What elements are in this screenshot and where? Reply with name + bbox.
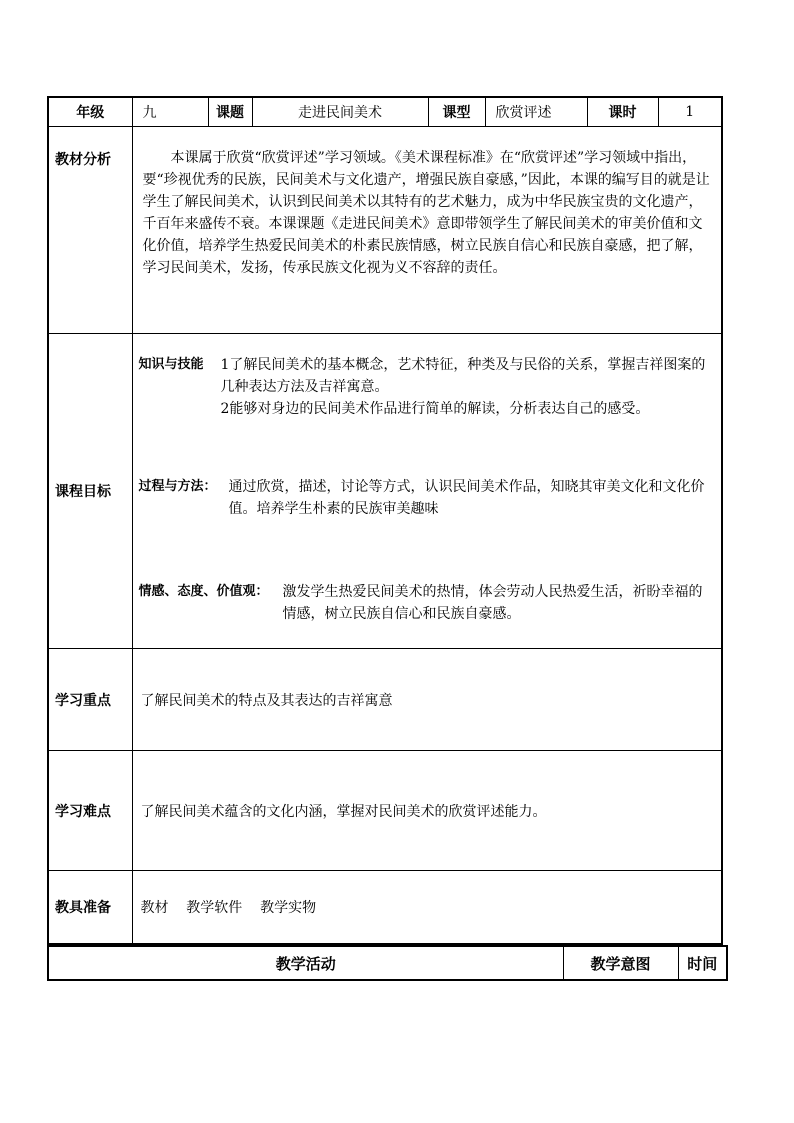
knowledge-item-1: 1了解民间美术的基本概念，艺术特征，种类及与民俗的关系，掌握吉祥图案的几种表达方法及吉祥寓意。 (220, 357, 706, 395)
emotion-title: 情感、态度、价值观： (138, 584, 269, 599)
time-column-header: 时间 (678, 946, 727, 980)
analysis-cell (132, 127, 722, 334)
analysis-row (48, 127, 722, 334)
activity-header-table (47, 945, 728, 981)
knowledge-goal (139, 354, 716, 420)
lesson-info-table (47, 96, 723, 945)
process-goal (139, 476, 716, 520)
grade-label: 年级 (48, 97, 132, 127)
activity-column-header: 教学活动 (48, 946, 563, 980)
activity-header-row (48, 946, 727, 980)
emotion-goal (139, 581, 716, 625)
difficulties-text: 了解民间美术蕴含的文化内涵，掌握对民间美术的欣赏评述能力。 (132, 751, 722, 871)
knowledge-item-2: 2能够对身边的民间美术作品进行简单的解读，分析表达自己的感受。 (220, 401, 650, 417)
tools-label: 教具准备 (48, 871, 132, 945)
header-row (48, 97, 722, 127)
process-text: 通过欣赏，描述，讨论等方式，认识民间美术作品，知晓其审美文化和文化价值。培养学生朴素的民族审美趣味 (228, 479, 705, 517)
grade-value: 九 (132, 97, 208, 127)
intent-column-header: 教学意图 (563, 946, 678, 980)
emotion-text: 激发学生热爱民间美术的热情，体会劳动人民热爱生活，祈盼幸福的情感，树立民族自信心和民族自豪感。 (282, 584, 703, 622)
process-title: 过程与方法： (138, 479, 217, 494)
hours-label: 课时 (587, 97, 658, 127)
topic-label: 课题 (208, 97, 252, 127)
key-points-label: 学习重点 (48, 649, 132, 751)
tools-row (48, 871, 722, 945)
goals-label: 课程目标 (48, 334, 132, 649)
topic-value: 走进民间美术 (252, 97, 428, 127)
difficulties-label: 学习难点 (48, 751, 132, 871)
analysis-label: 教材分析 (48, 127, 132, 334)
analysis-text: 本课属于欣赏“欣赏评述”学习领域。《美术课程标准》在“欣赏评述”学习领域中指出，要“珍视优秀的民族，民间美术与文化遗产，增强民族自豪感，”因此，本课的编写目的就是让学生了解民间美术，认识到民间美术以其特有的艺术魅力，成为中华民族宝贵的文化遗产，千百年来盛传不衰。本课课题《走进民间美术》意即带领学生了解民间美术的审美价值和文化价值，培养学生热爱民间美术的朴素民族情感，树立民族自信心和民族自豪感，把了解，学习民间美术，发扬，传承民族文化视为义不容辞的责任。 (142, 150, 710, 276)
type-value: 欣赏评述 (485, 97, 587, 127)
knowledge-title: 知识与技能 (138, 357, 204, 372)
type-label: 课型 (428, 97, 485, 127)
difficulties-row (48, 751, 722, 871)
hours-value: 1 (658, 97, 722, 127)
key-points-row (48, 649, 722, 751)
goals-row (48, 334, 722, 649)
tools-text: 教材 教学软件 教学实物 (132, 871, 722, 945)
key-points-text: 了解民间美术的特点及其表达的吉祥寓意 (132, 649, 722, 751)
goals-cell (132, 334, 722, 649)
